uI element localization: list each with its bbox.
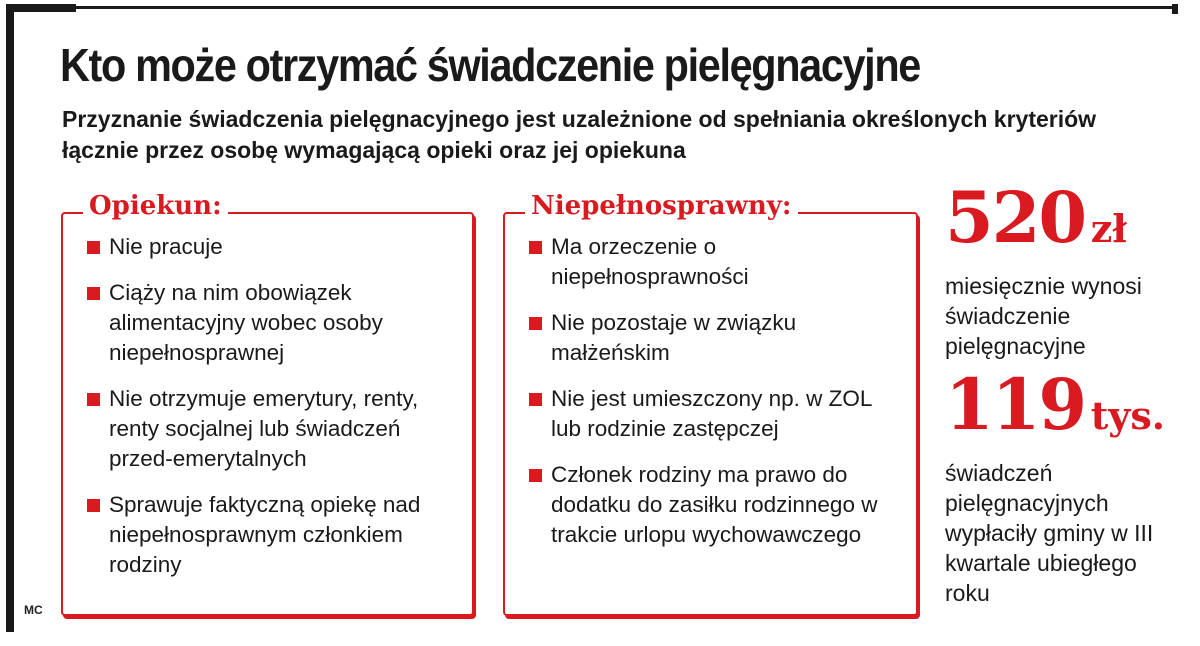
criteria-text: Nie pozostaje w związku małżeńskim [551, 310, 797, 365]
frame-top-corner [6, 4, 76, 12]
frame-right-tick [1172, 4, 1178, 14]
criteria-text: Nie otrzymuje emerytury, renty, renty socjalnej lub świadczeń przed-emerytalnych [109, 386, 419, 471]
page-subtitle: Przyznanie świadczenia pielęgnacyjnego jest uzależnione od spełniania określonych kryteriów łącznie przez osobę wymagającą opieki oraz jej opiekuna [62, 106, 1097, 163]
criteria-item [529, 460, 906, 550]
disabled-person-heading: Niepełnosprawny: [525, 188, 798, 224]
frame-top-line [76, 6, 1178, 9]
criteria-item [87, 490, 462, 580]
square-bullet-icon [529, 241, 542, 254]
stats-column [945, 178, 1195, 608]
stat-value [945, 365, 1195, 464]
stat-benefits-count [945, 365, 1195, 608]
criteria-text: Ma orzeczenie o niepełnosprawności [551, 234, 749, 289]
criteria-item [87, 278, 462, 368]
criteria-item [529, 384, 906, 444]
criteria-item [87, 384, 462, 474]
stat-unit: tys. [1090, 393, 1165, 438]
criteria-item [529, 232, 906, 292]
stat-description: miesięcznie wynosi świadczenie pielęgnacyjne [945, 273, 1142, 359]
stat-number: 119 [945, 363, 1086, 446]
criteria-text: Sprawuje faktyczną opiekę nad niepełnosprawnym członkiem rodziny [109, 492, 421, 577]
criteria-item [87, 232, 462, 262]
author-credit: MC [24, 603, 43, 617]
criteria-text: Członek rodziny ma prawo do dodatku do zasiłku rodzinnego w trakcie urlopu wychowawczego [551, 462, 878, 547]
square-bullet-icon [529, 317, 542, 330]
square-bullet-icon [529, 393, 542, 406]
caregiver-heading: Opiekun: [83, 188, 228, 224]
caregiver-criteria-list [63, 214, 472, 580]
criteria-text: Nie jest umieszczony np. w ZOL lub rodzinie zastępczej [551, 386, 872, 441]
square-bullet-icon [87, 393, 100, 406]
square-bullet-icon [87, 499, 100, 512]
stat-monthly-amount [945, 178, 1195, 361]
stat-description: świadczeń pielęgnacyjnych wypłaciły gminy w III kwartale ubiegłego roku [945, 460, 1154, 606]
criteria-item [529, 308, 906, 368]
frame-left-bar [6, 4, 14, 632]
stat-number: 520 [945, 176, 1086, 259]
criteria-text: Nie pracuje [109, 234, 223, 259]
stat-unit: zł [1090, 206, 1127, 251]
disabled-person-criteria-list [505, 214, 916, 550]
criteria-text: Ciąży na nim obowiązek alimentacyjny wobec osoby niepełnosprawnej [109, 280, 383, 365]
square-bullet-icon [87, 241, 100, 254]
caregiver-panel [61, 191, 474, 616]
square-bullet-icon [87, 287, 100, 300]
stat-value [945, 178, 1195, 277]
page-title: Kto może otrzymać świadczenie pielęgnacyjne [60, 39, 920, 91]
disabled-person-panel [503, 191, 918, 616]
square-bullet-icon [529, 469, 542, 482]
